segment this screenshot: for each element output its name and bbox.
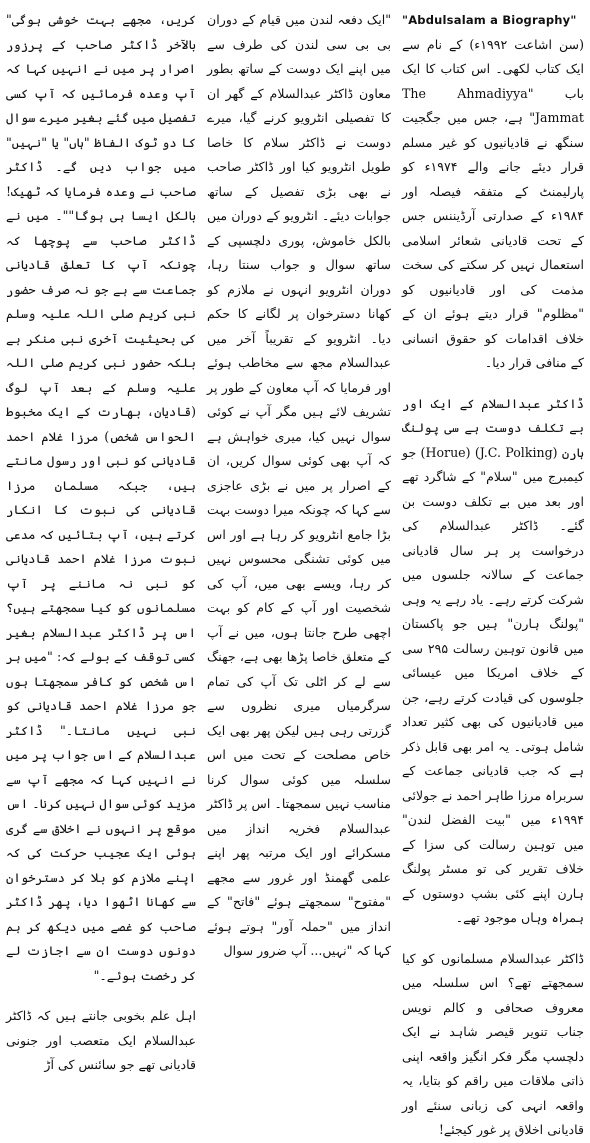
paragraph: اہل علم بخوبی جانتے ہیں کہ ڈاکٹر عبدالسلام ایک متعصب اور جنونی قادیانی تھے جو سائنس کی آڑ [6, 1008, 196, 1072]
paragraph: کریں، مجھے بہت خوشی ہوگی" بالآخر ڈاکٹر صاحب کے پرزور اصرار پر میں نے انہیں کہا کہ آپ وعدہ فرمائیں کہ آپ کسی تفصیل میں گئے بغیر میرے سوال کا دو ٹوک الفاظ "ہاں" یا "نہیں" میں جواب دیں گے۔ ڈاکٹر صاحب نے وعدہ فرمایا کہ ٹھیک! بالکل ایسا ہی ہوگا""۔ میں نے ڈاکٹر صاحب سے پوچھا کہ چونکہ آپ کا تعلق قادیانی جماعت سے ہے جو نہ صرف حضور نبی کریم صلی اللہ علیہ وسلم کی بحیثیت آخری نبی منکر ہے بلکہ حضور نبی کریم صلی اللہ علیہ وسلم کے بعد آپ لوگ (قادیان، بھارت کے ایک مخبوط الحواس شخص) مرزا غلام احمد قادیانی کو نبی اور رسول مانتے ہیں، جبکہ مسلمان مرزا قادیانی کی نبوت کا انکار کرتے ہیں، آپ بتائیں کہ مدعی نبوت مرزا غلام احمد قادیانی کو نبی نہ ماننے پر آپ مسلمانوں کو کیا سمجھتے ہیں؟ اس پر ڈاکٹر عبدالسلام بغیر کسی توقف کے بولے کہ: "میں ہر اس شخص کو کافر سمجھتا ہوں جو مرزا غلام احمد قادیانی کو نبی نہیں مانتا۔" ڈاکٹر عبدالسلام کے اس جواب پر میں نے انہیں کہا کہ مجھے آپ سے مزید کوئی سوال نہیں کرنا۔ اس موقع پر انہوں نے اخلاق سے گری ہوئی ایک عجیب حرکت کی کہ اپنے ملازم کو بلا کر دسترخوان سے کھانا اٹھوا دیا، پھر ڈاکٹر صاحب کو غصے میں دیکھ کر ہم دونوں دوست ان سے اجازت لے کر رخصت ہوئے۔" [6, 12, 196, 983]
article-column-left [6, 8, 196, 1072]
paragraph: (سن اشاعت ۱۹۹۲ء) کے نام سے ایک کتاب لکھی۔ اس کتاب کا ایک باب "The Ahmadiyya Jammat" ہے، جس میں جگجیت سنگھ نے قادیانیوں کو غیر مسلم قرار دیئے جانے والے ۱۹۷۴ء کو پارلیمنٹ کے متفقہ فیصلہ اور ۱۹۸۴ء کے صدارتی آرڈیننس جس کے تحت قادیانی شعائر اسلامی استعمال نہیں کر سکتے کی سخت مذمت کی اور قادیانیوں کو "مظلوم" قرار دیتے ہوئے ان کے خلاف اقدامات کو حقوق انسانی کے منافی قرار دیا۔ [402, 36, 585, 370]
paragraph: "ایک دفعہ لندن میں قیام کے دوران بی بی سی لندن کی طرف سے میں اپنے ایک دوست کے ساتھ بطور معاون ڈاکٹر عبدالسلام کے گھر ان کا تفصیلی انٹرویو کرنے گیا، میرے دوست نے ڈاکٹر سلام کا خاصا طویل انٹرویو کیا اور ڈاکٹر صاحب نے بھی بڑی تفصیل کے ساتھ جوابات دیئے۔ انٹرویو کے دوران میں بالکل خاموش، پوری دلچسپی کے ساتھ سوال و جواب سنتا رہا، دوران انٹرویو انہوں نے ملازم کو کھانا دسترخوان پر لگانے کا حکم دیا۔ انٹرویو کے تقریباً آخر میں عبدالسلام مجھ سے مخاطب ہوئے اور فرمایا کہ آپ معاون کے طور پر تشریف لائے ہیں مگر آپ نے کوئی سوال نہیں کیا، میری خواہش ہے کہ آپ بھی کوئی سوال کریں، ان کے اصرار پر میں نے بڑی عاجزی سے کہا کہ چونکہ میرا دوست بہت بڑا جامع انٹرویو کر رہا ہے اور اس میں کوئی تشنگی محسوس نہیں کر رہا، ویسے بھی میں، آپ کی شخصیت اور آپ کے کام کو بہت اچھی طرح جانتا ہوں، میں نے آپ کے متعلق خاصا پڑھا بھی ہے، جھنگ سے لے کر اٹلی تک آپ کی تمام سرگرمیاں میری نظروں سے گزرتی رہی ہیں لیکن پھر بھی ایک خاص مصلحت کے تحت میں اس سلسلہ میں کوئی سوال کرنا مناسب نہیں سمجھتا۔ اس پر ڈاکٹر عبدالسلام فخریہ انداز میں مسکرائے اور ایک مرتبہ پھر اپنے علمی گھمنڈ اور غرور سے مجھے "مفتوح" سمجھتے ہوئے "فاتح" کے انداز میں "حملہ آور" ہوتے ہوئے کہا کہ "نہیں... آپ ضرور سوال [207, 12, 391, 958]
paragraph: ڈاکٹر عبدالسلام کے ایک اور بے تکلف دوست ہے سی پولنگ ہارن (J.C. Polking) (Horue) جو کیمبرج میں "سلام" کے شاگرد تھے اور بعد میں بے تکلف دوست بن گئے۔ ڈاکٹر عبدالسلام کی درخواست پر ہر سال قادیانی جماعت کے سالانہ جلسوں میں شرکت کرتے رہے۔ یاد رہے یہ وہی "پولنگ ہارن" ہیں جو پاکستان میں قانون توہین رسالت ۲۹۵ سی کے خلاف امریکا میں عیسائی جلوسوں کی قیادت کرتے رہے، جن میں قادیانیوں کی بھی کثیر تعداد شامل ہوتی۔ یہ امر بھی قابل ذکر ہے کہ جب قادیانی جماعت کے سربراہ مرزا طاہر احمد نے جولائی ۱۹۹۴ء میں "بیت الفضل لندن" میں توہین رسالت کی سزا کے خلاف تقریر کی تو مسٹر پولنگ ہارن اپنے کئی بشپ دوستوں کے ہمراہ وہاں موجود تھے۔ [402, 395, 584, 925]
article-column-right [402, 8, 585, 1137]
paragraph: ڈاکٹر عبدالسلام مسلمانوں کو کیا سمجھتے تھے؟ اس سلسلہ میں معروف صحافی و کالم نویس جناب تنویر قیصر شاہد نے ایک دلچسپ مگر فکر انگیز واقعہ اپنی ذاتی ملاقات میں راقم کو بتایا، یہ واقعہ انہی کی زبانی سنئے اور قادیانی اخلاق پر غور کیجئے! [402, 950, 584, 1137]
article-column-middle [207, 8, 391, 958]
book-title: "Abdulsalam a Biography" [402, 13, 577, 27]
